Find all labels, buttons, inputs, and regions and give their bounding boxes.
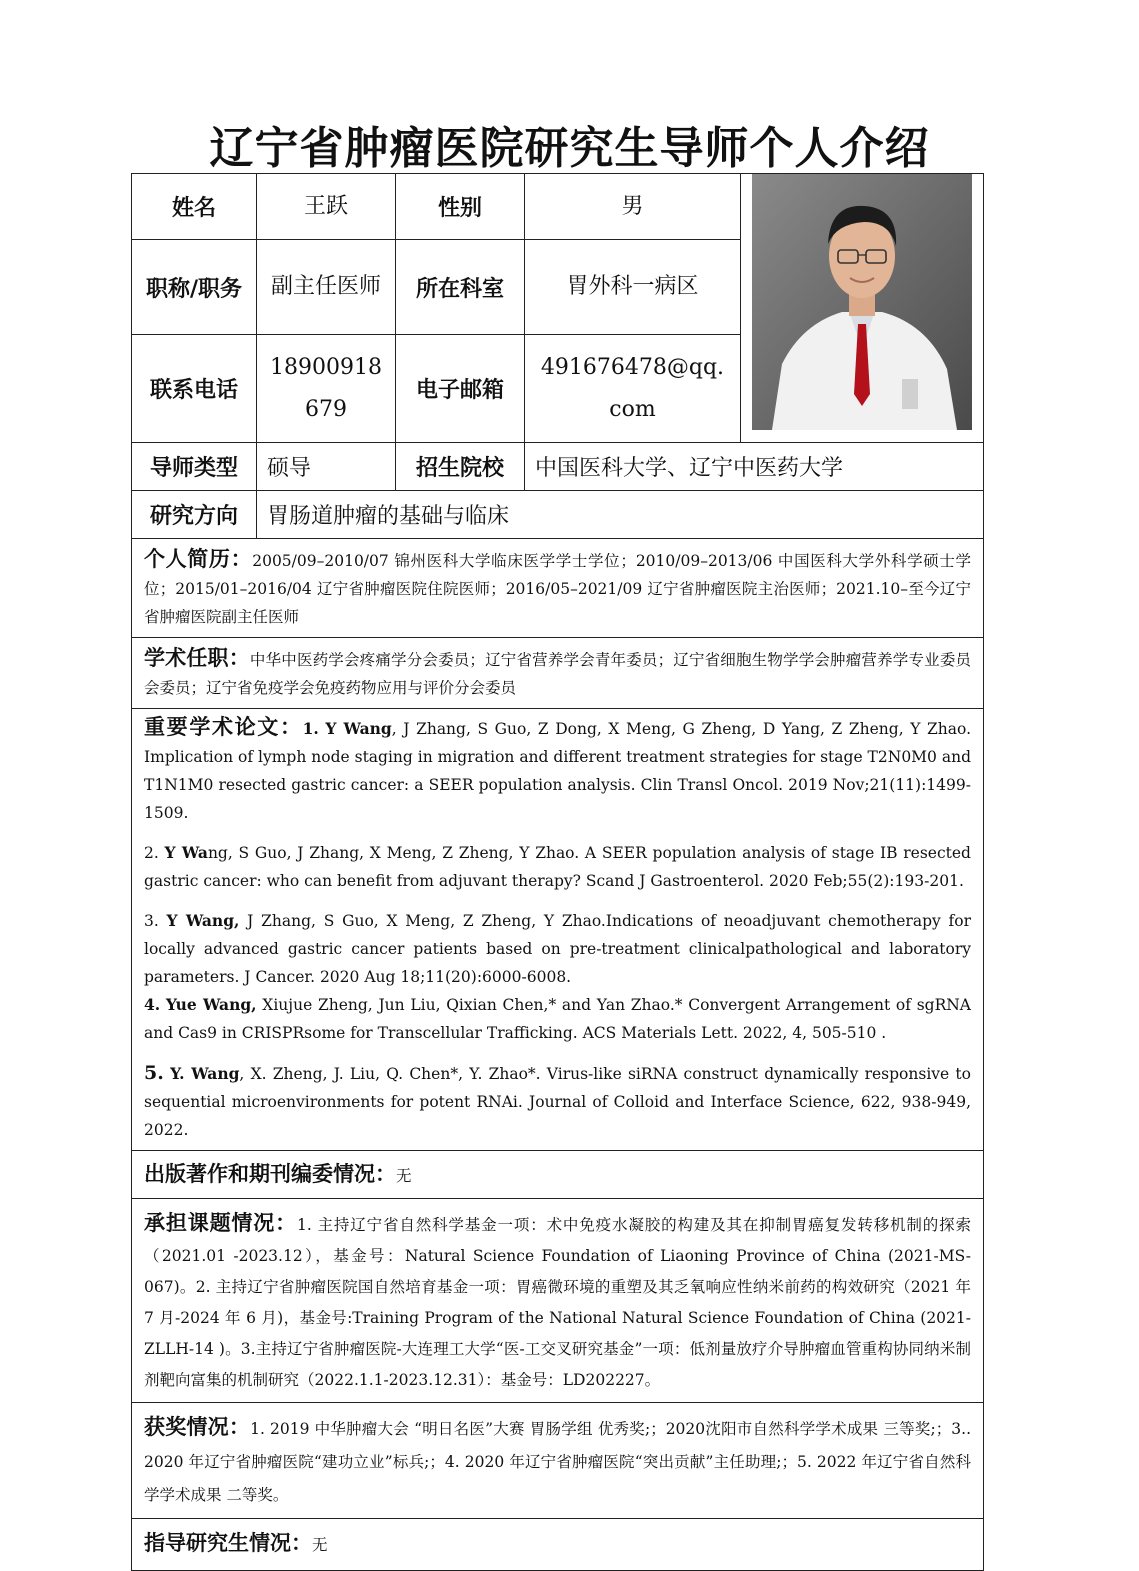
- profile-table: [131, 173, 984, 1571]
- publications-text: 无: [396, 1166, 412, 1185]
- projects-heading: 承担课题情况：: [144, 1211, 297, 1235]
- awards-text: 1. 2019 中华肿瘤大会 “明日名医”大赛 胃肠学组 优秀奖;；2020沈阳市自然科学学术成果 三等奖;；3.. 2020 年辽宁省肿瘤医院“建功立业”标兵;；4. 2020 年辽宁省肿瘤医院“突出贡献”主任助理;；5. 2022 年辽宁省自然科学学术成果 二等奖。: [144, 1420, 971, 1504]
- paper-item: 2. Y Wang, S Guo, J Zhang, X Meng, Z Zheng, Y Zhao. A SEER population analysis of stage IB resected gastric cancer: who can benefit from adjuvant therapy? Scand J Gastroenterol. 2020 Feb;55(2):193-201.: [144, 843, 971, 890]
- students-heading: 指导研究生情况：: [144, 1531, 312, 1555]
- resume-heading: 个人简历：: [144, 547, 253, 571]
- school-label: 招生院校: [396, 443, 525, 491]
- type-value: 硕导: [257, 443, 396, 491]
- students-section: [132, 1519, 984, 1571]
- email-label: 电子邮箱: [396, 335, 525, 443]
- projects-text: 1. 主持辽宁省自然科学基金一项：术中免疫水凝胶的构建及其在抑制胃癌复发转移机制的探索（2021.01 -2023.12），基金号：Natural Science Foundation of Liaoning Province of China (2021-MS-067)。2. 主持辽宁省肿瘤医院国自然培育基金一项：胃癌微环境的重塑及其乏氧响应性纳米前药的构效研究（2021 年 7 月-2024 年 6 月)，基金号:Training Program of the National Natural Science Foundation of China (2021-ZLLH-14 )。3.主持辽宁省肿瘤医院-大连理工大学“医-工交叉研究基金”一项：低剂量放疗介导肿瘤血管重构协同纳米制剂靶向富集的机制研究（2022.1.1-2023.12.31）：基金号：LD202227。: [144, 1216, 972, 1389]
- gender-value: 男: [525, 174, 741, 240]
- paper-item: 重要学术论文：1. Y Wang, J Zhang, S Guo, Z Dong, X Meng, G Zheng, D Yang, Z Zheng, Y Zhao. Implication of lymph node staging in migration and different treatment strategies for stage T2N0M0 and T1N1M0 resected gastric cancer: a SEER population analysis. Clin Transl Oncol. 2019 Nov;21(11):1499-1509.: [144, 715, 972, 822]
- phone-value: 18900918679: [257, 335, 396, 443]
- name-value: 王跃: [257, 174, 396, 240]
- publications-heading: 出版著作和期刊编委情况：: [144, 1161, 396, 1186]
- awards-section: [132, 1403, 984, 1519]
- academic-text: 中华中医药学会疼痛学分会委员；辽宁省营养学会青年委员；辽宁省细胞生物学学会肿瘤营养学专业委员会委员；辽宁省免疫学会免疫药物应用与评价分会委员: [144, 651, 971, 697]
- position-value: 副主任医师: [257, 240, 396, 335]
- projects-section: [132, 1199, 984, 1403]
- name-label: 姓名: [132, 174, 257, 240]
- academic-section: [132, 638, 984, 709]
- awards-heading: 获奖情况：: [144, 1415, 251, 1439]
- research-label: 研究方向: [132, 491, 257, 539]
- dept-label: 所在科室: [396, 240, 525, 335]
- paper-item: 3. Y Wang, J Zhang, S Guo, X Meng, Z Zheng, Y Zhao.Indications of neoadjuvant chemotherapy for locally advanced gastric cancer patients based on pre-treatment clinicalpathological and laboratory parameters. J Cancer. 2020 Aug 18;11(20):6000-6008.: [144, 911, 971, 986]
- phone-label: 联系电话: [132, 335, 257, 443]
- research-value: 胃肠道肿瘤的基础与临床: [257, 491, 984, 539]
- email-value: 491676478@qq.com: [525, 335, 741, 443]
- academic-heading: 学术任职：: [144, 646, 250, 670]
- students-text: 无: [312, 1536, 328, 1554]
- papers-heading: 重要学术论文：: [144, 715, 303, 739]
- publications-section: [132, 1151, 984, 1199]
- portrait-photo: [752, 174, 972, 430]
- dept-value: 胃外科一病区: [525, 240, 741, 335]
- paper-item: 5. Y. Wang, X. Zheng, J. Liu, Q. Chen*, Y. Zhao*. Virus-like siRNA construct dynamically responsive to sequential microenvironments for potent RNAi. Journal of Colloid and Interface Science, 622, 938-949, 2022.: [144, 1062, 971, 1139]
- type-label: 导师类型: [132, 443, 257, 491]
- position-label: 职称/职务: [132, 240, 257, 335]
- page-title: 辽宁省肿瘤医院研究生导师个人介绍: [209, 123, 930, 174]
- resume-text: 2005/09–2010/07 锦州医科大学临床医学学士学位；2010/09–2013/06 中国医科大学外科学硕士学位；2015/01–2016/04 辽宁省肿瘤医院住院医师；2016/05–2021/09 辽宁省肿瘤医院主治医师；2021.10–至今辽宁省肿瘤医院副主任医师: [144, 552, 971, 626]
- gender-label: 性别: [396, 174, 525, 240]
- photo-cell: [741, 174, 984, 443]
- papers-section: [132, 709, 984, 1151]
- resume-section: [132, 539, 984, 638]
- paper-item: 4. Yue Wang, Xiujue Zheng, Jun Liu, Qixian Chen,* and Yan Zhao.* Convergent Arrangement of sgRNA and Cas9 in CRISPRsome for Transcellular Trafficking. ACS Materials Lett. 2022, 4, 505-510 .: [144, 995, 972, 1042]
- school-value: 中国医科大学、辽宁中医药大学: [525, 443, 984, 491]
